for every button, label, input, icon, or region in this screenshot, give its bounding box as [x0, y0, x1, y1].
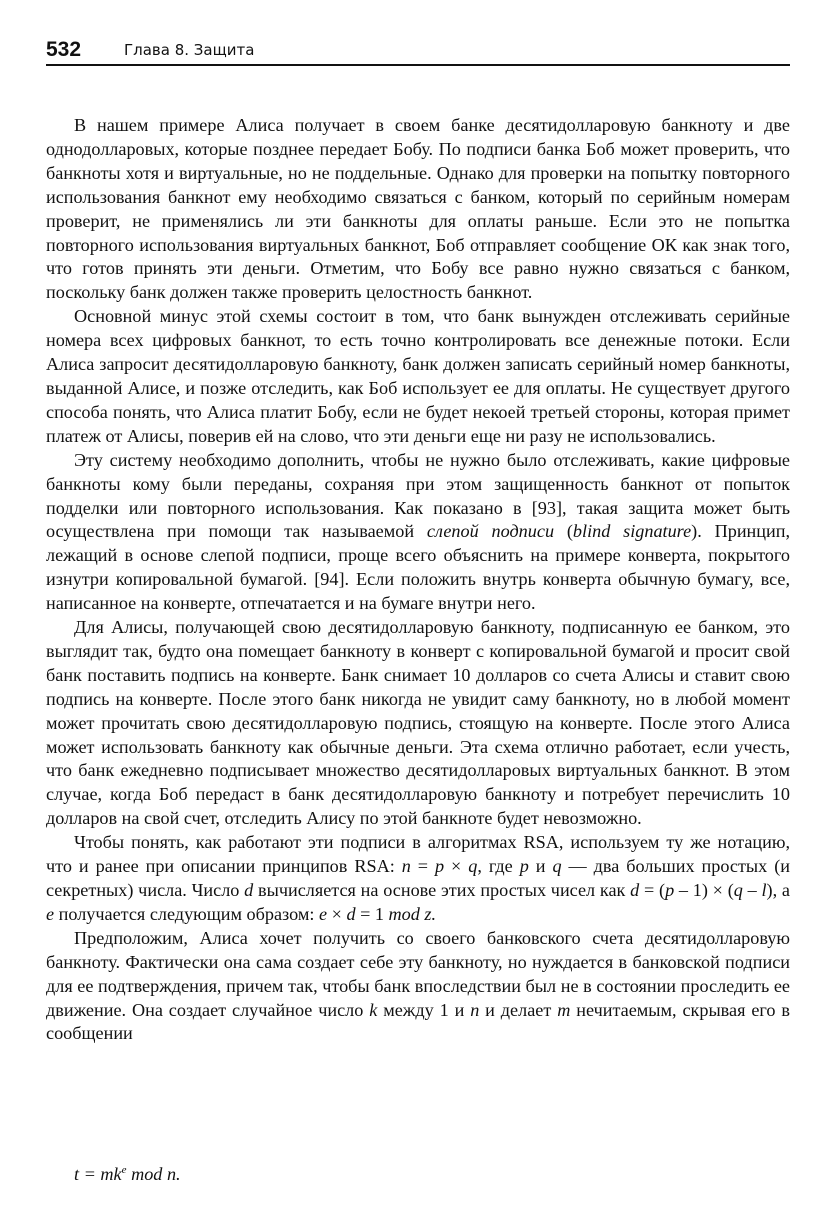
- text-run: получается следующим образом:: [54, 903, 319, 924]
- italic-term: n: [401, 856, 411, 877]
- italic-term: p: [434, 856, 445, 877]
- text-run: –: [742, 880, 762, 900]
- page-number: 532: [46, 38, 82, 61]
- body-text: [46, 114, 790, 1046]
- paragraph: [46, 114, 790, 305]
- italic-term: d: [244, 880, 254, 900]
- text-run: нечитаемым, скрывая его в сообщении: [46, 999, 790, 1044]
- italic-term: mod z.: [388, 903, 437, 924]
- text-run: — два больших простых (и секретных) числа. Число: [46, 856, 790, 900]
- text-run: =: [410, 856, 435, 877]
- italic-term: l: [761, 880, 767, 900]
- italic-term: d: [346, 903, 356, 924]
- italic-term: e: [319, 903, 328, 924]
- paragraph: [46, 449, 790, 616]
- text-run: , где: [477, 856, 520, 877]
- chapter-title: Глава 8. Защита: [124, 41, 255, 59]
- text-run: – 1) × (: [674, 880, 734, 900]
- text-run: между 1 и: [377, 999, 471, 1020]
- text-run: (: [554, 521, 573, 542]
- text-run: Для Алисы, получающей свою десятидолларовую банкноту, подписанную ее банком, это выглядит так, будто она помещает банкноту в конверт с копировальной бумагой и просит свой банк поставить подпись на конверте. Банк снимает 10 долларов со счета Алисы и ставит свою подпись на конверте. После этого банк никогда не увидит саму банкноту, но в любой момент может прочитать свою десятидолларовую подпись, стоящую на конверте. После этого Алиса может использовать банкноту как обычные деньги. Эта схема отлично работает, если учесть, что банк ежедневно подписывает множество десятидолларовых виртуальных банкнот. В этом случае, когда Боб передаст в банк десятидолларовую банкноту и потребует перечислить 10 долларов на свой счет, отследить Алису по этой банкноте будет невозможно.: [46, 617, 790, 829]
- text-run: ×: [327, 903, 347, 924]
- italic-term: p: [665, 880, 675, 900]
- paragraph: [46, 927, 790, 1047]
- text-run: вычисляется на основе этих простых чисел как: [253, 880, 631, 900]
- text-run: ), а: [766, 880, 790, 900]
- text-run: = (: [639, 880, 666, 900]
- italic-term: q: [733, 880, 743, 900]
- italic-term: n: [470, 999, 480, 1020]
- italic-term: q: [468, 856, 478, 877]
- paragraph: [46, 831, 790, 927]
- text-run: В нашем примере Алиса получает в своем банке десятидолларовую банкноту и две однодолларовых, которые позднее передает Бобу. По подписи банка Боб может проверить, что банкноты хотя и виртуальные, но не поддельные. Однако для проверки на попытку повторного использования банкнот ему необходимо связаться с банком, который по серийным номерам проверит, не применялись ли эти банкноты для оплаты раньше. Если это не попытка повторного использования виртуальных банкнот, Боб отправляет сообщение ОК как знак того, что готов принять эти деньги. Отметим, что Бобу все равно нужно связаться с банком, поскольку банк должен также проверить целостность банкнот.: [46, 115, 790, 303]
- italic-term: q: [552, 856, 562, 877]
- text-run: Эту систему необходимо дополнить, чтобы не нужно было отслеживать, какие цифровые банкноты кому были переданы, сохраняя при этом защищенность банкнот от попыток подделки или повторного использования. Как показано в [93], такая защита может быть осуществлена при помощи так называемой: [46, 449, 790, 542]
- formula-superscript: e: [121, 1164, 127, 1176]
- italic-term: m: [557, 999, 571, 1020]
- formula-tail: mod n.: [126, 1164, 181, 1184]
- text-run: Предположим, Алиса хочет получить со своего банковского счета десятидолларовую банкноту. Фактически она сама создает себе эту банкноту, но нуждается в банковской подписи для ее подтверждения, причем так, чтобы банк впоследствии был не в состоянии проследить ее движение. Она создает случайное число: [46, 927, 790, 1020]
- paragraph: [46, 616, 790, 831]
- italic-term: d: [630, 880, 640, 900]
- text-run: Основной минус этой схемы состоит в том, что банк вынужден отслеживать серийные номера всех цифровых банкнот, то есть точно контролировать все денежные потоки. Если Алиса запросит десятидолларовую банкноту, банк должен записать серийный номер банкноты, выданной Алисе, и позже отследить, как Боб использует ее для оплаты. Не существует другого способа понять, что Алиса платит Бобу, если не будет некоей третьей стороны, которая примет платеж от Алисы, поверив ей на слово, что эти деньги еще ни разу не использовались.: [46, 306, 790, 446]
- italic-term: k: [369, 999, 378, 1020]
- running-header: [46, 38, 790, 66]
- text-run: и: [528, 856, 553, 877]
- paragraph: [46, 305, 790, 448]
- formula-base: t = mk: [74, 1164, 122, 1184]
- italic-term: e: [46, 903, 55, 924]
- text-run: = 1: [355, 903, 389, 924]
- text-run: Чтобы понять, как работают эти подписи в алгоритмах RSA, используем ту же нотацию, что и ранее при описании принципов RSA:: [46, 832, 790, 877]
- italic-term: слепой подписи: [426, 521, 555, 542]
- italic-term: p: [519, 856, 529, 877]
- italic-term: blind signature: [572, 521, 692, 542]
- formula: [74, 1158, 181, 1186]
- text-run: и делает: [479, 999, 558, 1020]
- text-run: ). Принцип, лежащий в основе слепой подписи, проще всего объяснить на примере конверта, покрытого изнутри копировальной бумагой. [94]. Если положить внутрь конверта обычную бумагу, все, написанное на конверте, отпечатается и на бумаге внутри него.: [46, 521, 791, 614]
- text-run: ×: [444, 856, 469, 877]
